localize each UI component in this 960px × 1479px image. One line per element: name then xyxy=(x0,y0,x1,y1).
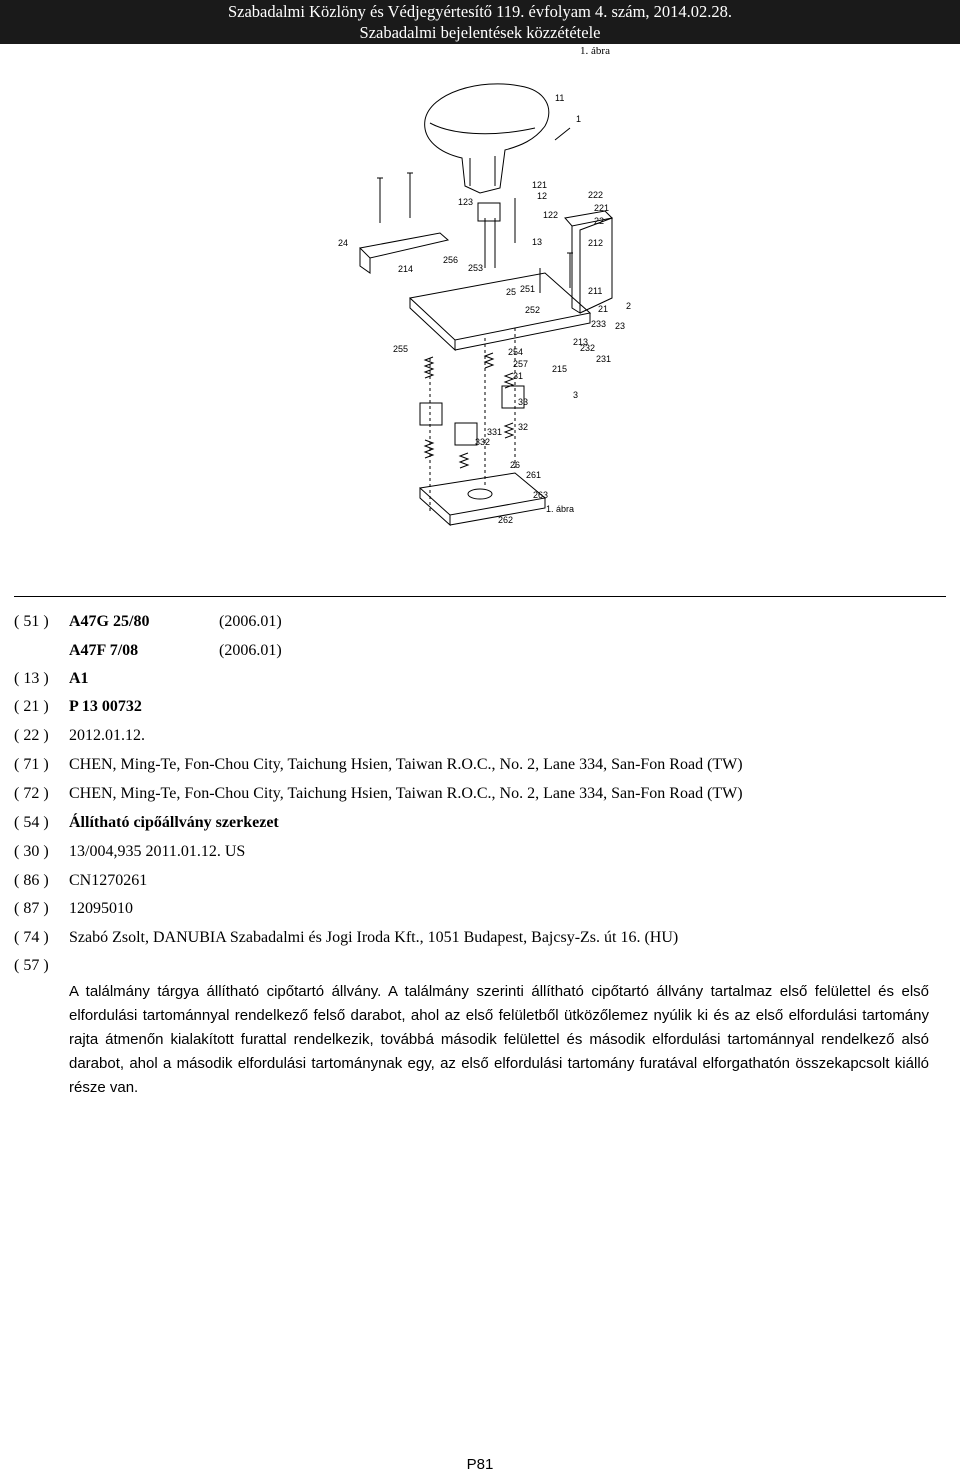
svg-text:262: 262 xyxy=(498,515,514,525)
patent-drawing xyxy=(330,68,640,528)
biblio-value: CN1270261 xyxy=(69,872,148,889)
ipc-version-date: (2006.01) xyxy=(219,613,282,630)
svg-text:255: 255 xyxy=(393,344,409,354)
svg-text:24: 24 xyxy=(338,238,349,248)
svg-text:231: 231 xyxy=(596,354,612,364)
svg-text:25: 25 xyxy=(506,287,517,297)
svg-text:123: 123 xyxy=(458,197,474,207)
biblio-value: Szabó Zsolt, DANUBIA Szabadalmi és Jogi Iroda Kft., 1051 Budapest, Bajcsy-Zs. út 16. (HU) xyxy=(69,929,679,946)
biblio-value: A1 xyxy=(69,670,89,687)
inid-code: ( 71 ) xyxy=(14,756,49,773)
svg-text:221: 221 xyxy=(594,203,610,213)
figure-caption-top: 1. ábra xyxy=(580,45,610,57)
abstract-text: A találmány tárgya állítható cipőtartó állvány. A találmány szerinti állítható cipőtartó állvány tartalmaz első felülettel és első elfordulási tartománnyal rendelkező felső darabot, ahol az első felületből ütközőlemez nyúlik ki és az első elfordulási tartomány rajta átmenőn kialakított furattal rendelkezik, továbbá második felülettel és második elfordulási tartománnyal rendelkező alsó darabot, ahol a második elfordulási tartománynak egy, az első elfordulási tartomány furatával elforgathatón összekapcsolt kiálló része van. xyxy=(69,983,929,1096)
biblio-value: A47G 25/80 xyxy=(69,613,150,630)
journal-header xyxy=(0,0,960,44)
svg-text:222: 222 xyxy=(588,190,604,200)
inid-code: ( 74 ) xyxy=(14,929,49,946)
svg-text:332: 332 xyxy=(475,437,491,447)
biblio-value: 2012.01.12. xyxy=(69,727,145,744)
figure-caption-inline: 1. ábra xyxy=(546,504,575,514)
svg-text:252: 252 xyxy=(525,305,541,315)
svg-text:23: 23 xyxy=(615,321,626,331)
svg-text:2: 2 xyxy=(626,301,632,311)
svg-text:122: 122 xyxy=(543,210,559,220)
page-number: P81 xyxy=(466,1456,494,1473)
svg-text:251: 251 xyxy=(520,284,536,294)
biblio-value: P 13 00732 xyxy=(69,698,142,715)
biblio-value: 13/004,935 2011.01.12. US xyxy=(69,843,246,860)
svg-text:21: 21 xyxy=(598,304,609,314)
svg-text:121: 121 xyxy=(532,180,548,190)
svg-text:12: 12 xyxy=(537,191,548,201)
inid-code: ( 22 ) xyxy=(14,727,49,744)
svg-text:233: 233 xyxy=(591,319,607,329)
svg-text:13: 13 xyxy=(532,237,543,247)
ipc-version-date: (2006.01) xyxy=(219,642,282,659)
biblio-value: CHEN, Ming-Te, Fon-Chou City, Taichung Hsien, Taiwan R.O.C., No. 2, Lane 334, San-Fon Road (TW) xyxy=(69,785,743,802)
separator-rule xyxy=(14,596,946,597)
svg-text:261: 261 xyxy=(526,470,542,480)
biblio-value: Állítható cipőállvány szerkezet xyxy=(69,814,279,831)
inid-code: ( 57 ) xyxy=(14,957,49,974)
inid-code: ( 13 ) xyxy=(14,670,49,687)
svg-text:33: 33 xyxy=(518,397,529,407)
svg-text:31: 31 xyxy=(513,371,524,381)
svg-text:263: 263 xyxy=(533,490,549,500)
svg-text:256: 256 xyxy=(443,255,459,265)
svg-text:254: 254 xyxy=(508,347,524,357)
svg-text:215: 215 xyxy=(552,364,568,374)
svg-text:11: 11 xyxy=(555,93,565,103)
svg-text:212: 212 xyxy=(588,238,604,248)
inid-code: ( 86 ) xyxy=(14,872,49,889)
svg-text:213: 213 xyxy=(573,337,589,347)
section-title: Szabadalmi bejelentések közzététele xyxy=(359,23,601,42)
inid-code: ( 21 ) xyxy=(14,698,49,715)
svg-text:211: 211 xyxy=(588,286,603,296)
svg-text:331: 331 xyxy=(487,427,503,437)
inid-code: ( 51 ) xyxy=(14,613,49,630)
svg-text:257: 257 xyxy=(513,359,529,369)
svg-text:1: 1 xyxy=(576,114,582,124)
svg-text:253: 253 xyxy=(468,263,484,273)
inid-code: ( 54 ) xyxy=(14,814,49,831)
inid-code: ( 30 ) xyxy=(14,843,49,860)
biblio-value: 12095010 xyxy=(69,900,133,917)
journal-title: Szabadalmi Közlöny és Védjegyértesítő 119. évfolyam 4. szám, 2014.02.28. xyxy=(227,2,733,21)
svg-text:232: 232 xyxy=(580,343,596,353)
svg-text:22: 22 xyxy=(594,216,605,226)
svg-text:26: 26 xyxy=(510,460,521,470)
biblio-value: A47F 7/08 xyxy=(69,642,139,659)
svg-text:3: 3 xyxy=(573,390,579,400)
inid-code: ( 87 ) xyxy=(14,900,49,917)
svg-text:32: 32 xyxy=(518,422,529,432)
inid-code: ( 72 ) xyxy=(14,785,49,802)
exploded-view-drawing xyxy=(330,68,640,528)
svg-text:214: 214 xyxy=(398,264,414,274)
biblio-value: CHEN, Ming-Te, Fon-Chou City, Taichung Hsien, Taiwan R.O.C., No. 2, Lane 334, San-Fon Road (TW) xyxy=(69,756,743,773)
